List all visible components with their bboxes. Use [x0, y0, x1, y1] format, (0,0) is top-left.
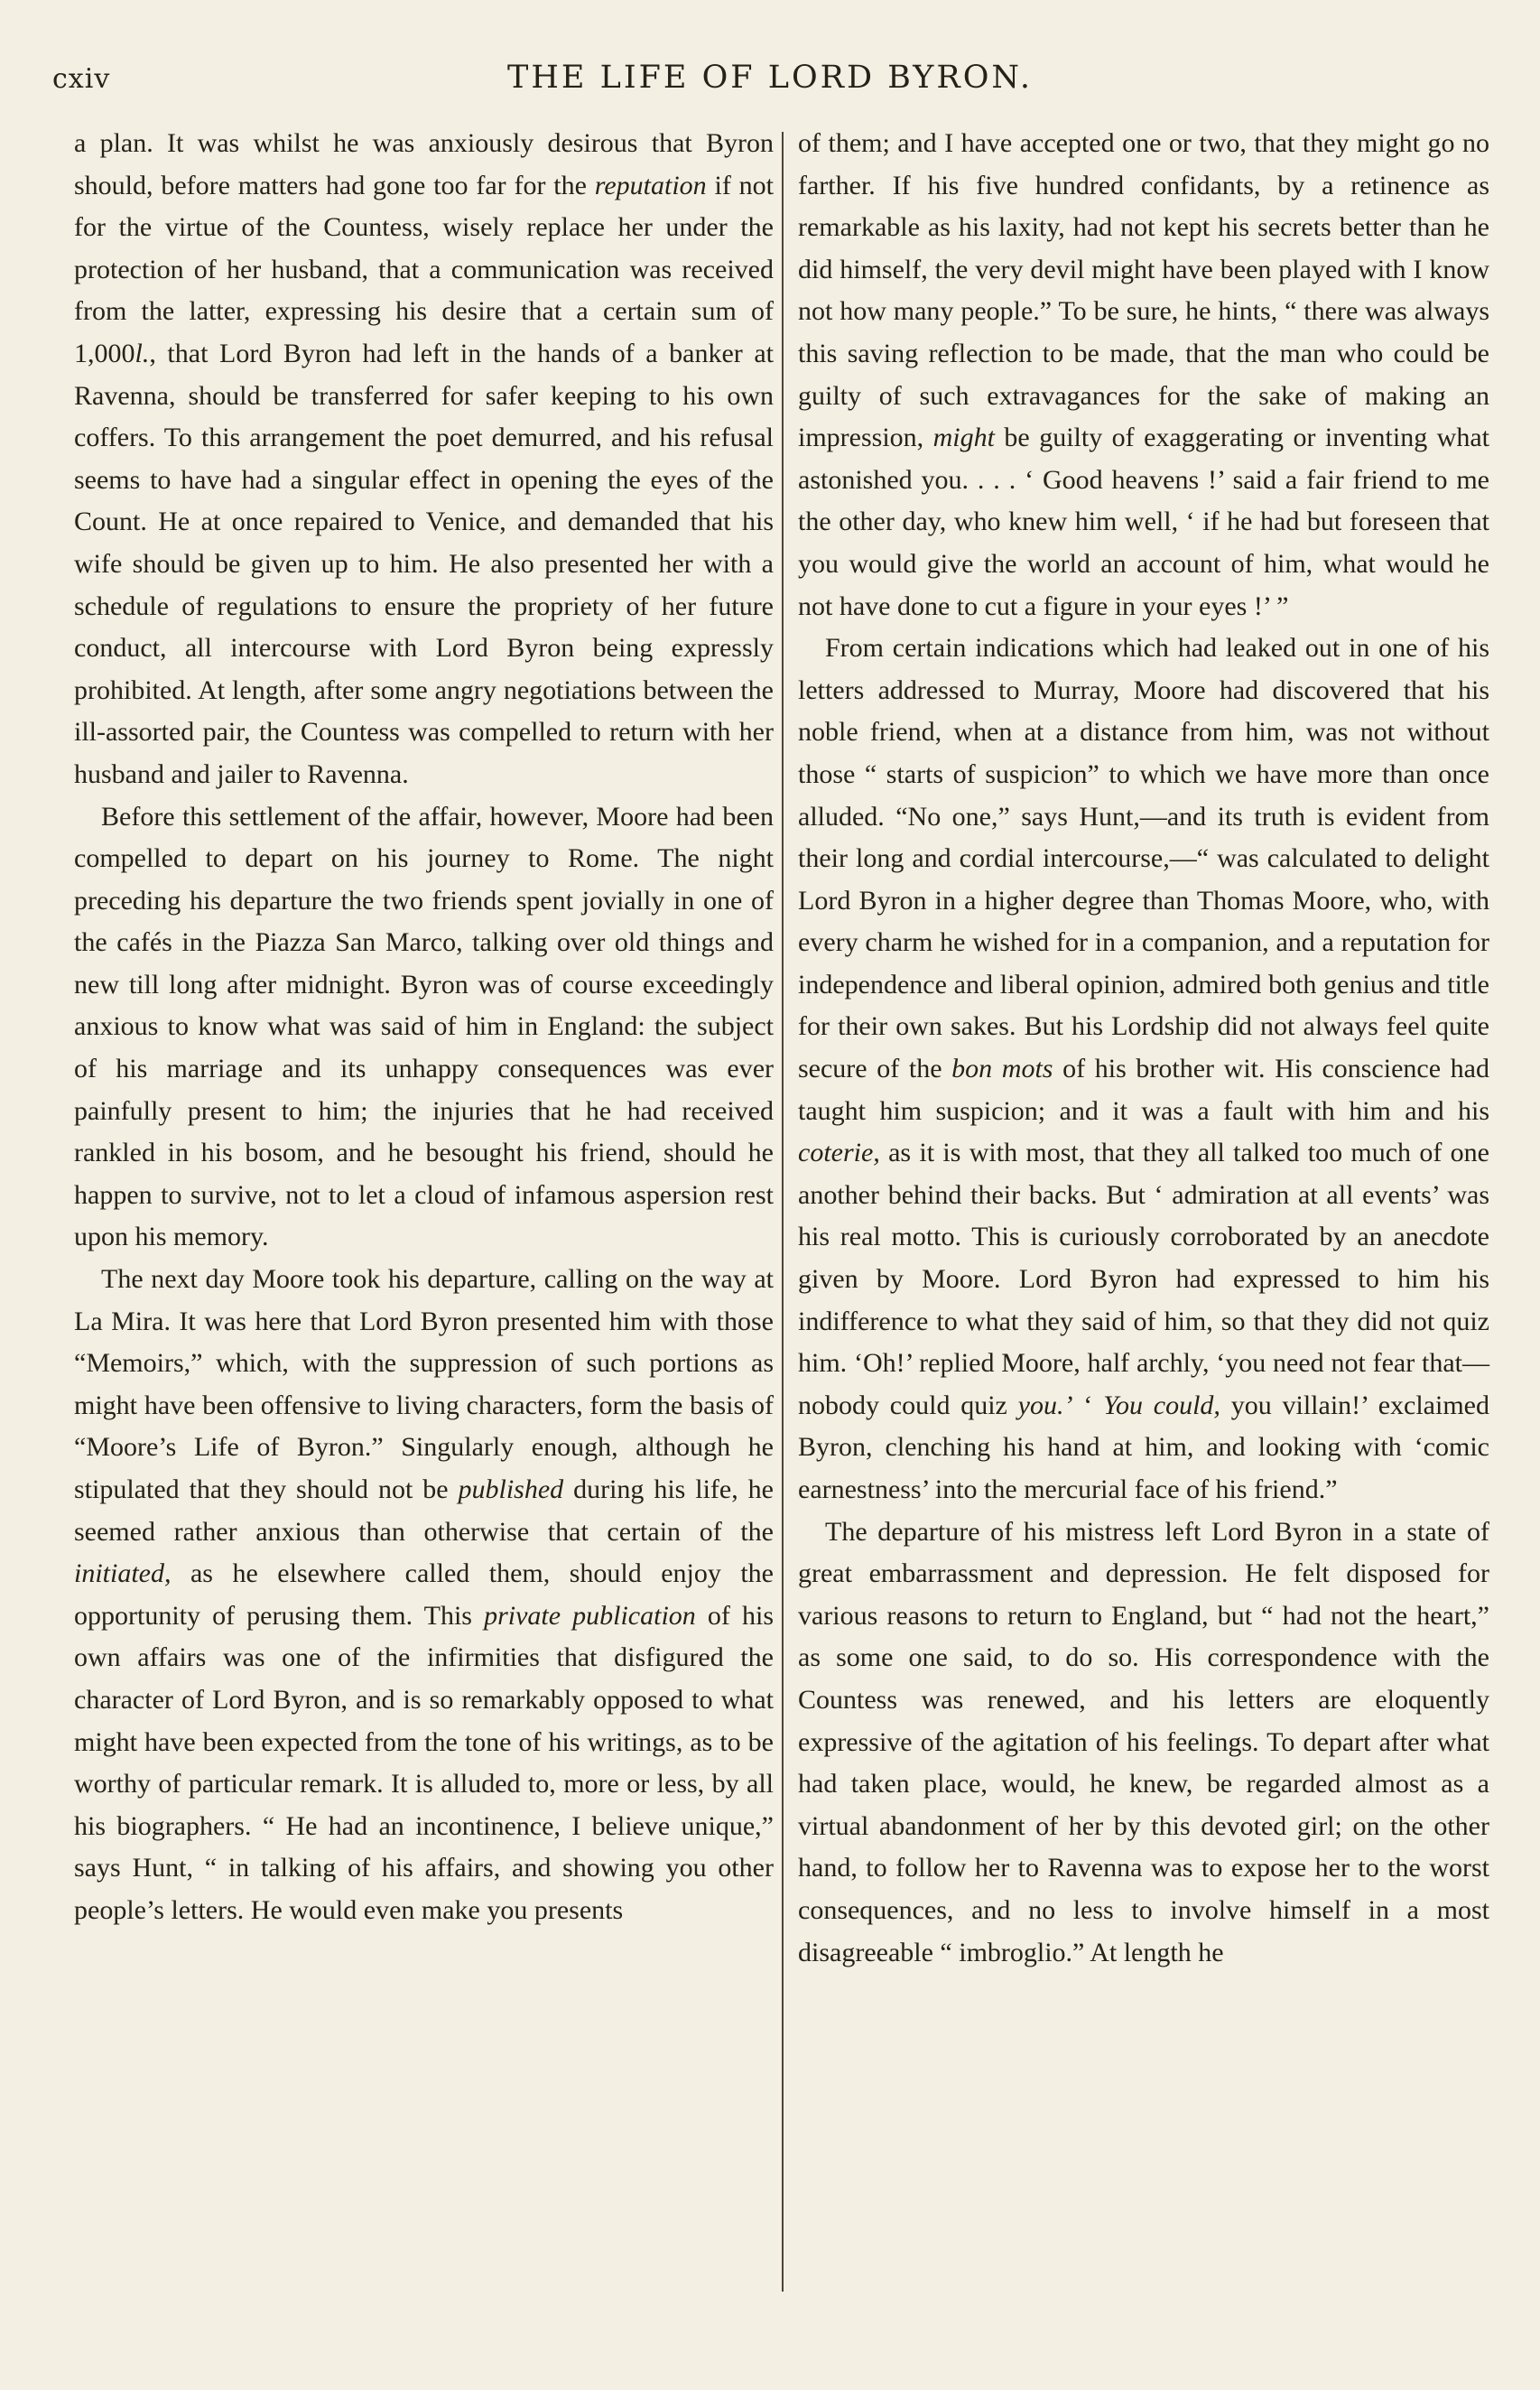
page-number: cxiv: [52, 63, 111, 95]
paragraph-right-1: of them; and I have accepted one or two, that they might go no farther. If his five hundred confidants, by a retinence as remarkable as his laxity, had not kept his secrets better than he did himself, the very devil might have been played with I know not how many people.” To be sure, he hints, “ there was always this saving reflection to be made, that the man who could be guilty of such extravagances for the sake of making an impression, might be guilty of exaggerating or inventing what astonished you. . . . ‘ Good heavens !’ said a fair friend to me the other day, who knew him well, ‘ if he had but foreseen that you would give the world an account of him, what would he not have done to cut a figure in your eyes !’ ”: [798, 128, 1489, 621]
paragraph-left-1: a plan. It was whilst he was anxiously desirous that Byron should, before matters had gone too far for the reputation if not for the virtue of the Countess, wisely replace her under the protection of her husband, that a communication was received from the latter, expressing his desire that a certain sum of 1,000l., that Lord Byron had left in the hands of a banker at Ravenna, should be transferred for safer keeping to his own coffers. To this arrangement the poet demurred, and his refusal seems to have had a singular effect in opening the eyes of the Count. He at once repaired to Venice, and demanded that his wife should be given up to him. He also presented her with a schedule of regulations to ensure the propriety of her future conduct, all intercourse with Lord Byron being expressly prohibited. At length, after some angry negotiations between the ill-assorted pair, the Countess was compelled to return with her husband and jailer to Ravenna.: [74, 128, 774, 789]
paragraph-right-3: The departure of his mistress left Lord Byron in a state of great embarrassment and depression. He felt disposed for various reasons to return to England, but “ had not the heart,” as some one said, to do so. His correspondence with the Countess was renewed, and his letters are eloquently expressive of the agitation of his feelings. To depart after what had taken place, would, he knew, be regarded almost as a virtual abandonment of her by this devoted girl; on the other hand, to follow her to Ravenna was to expose her to the worst consequences, and no less to involve himself in a most disagreeable “ imbroglio.” At length he: [798, 1516, 1489, 1967]
right-column: [798, 123, 1489, 1974]
column-divider: [782, 132, 784, 2292]
left-column: [74, 123, 774, 1932]
paragraph-left-2: Before this settlement of the affair, however, Moore had been compelled to depart on his journey to Rome. The night preceding his departure the two friends spent jovially in one of the cafés in the Piazza San Marco, talking over old things and new till long after midnight. Byron was of course exceedingly anxious to know what was said of him in England: the subject of his marriage and its unhappy consequences was ever painfully present to him; the injuries that he had received rankled in his bosom, and he besought his friend, should he happen to survive, not to let a cloud of infamous aspersion rest upon his memory.: [74, 801, 774, 1252]
paragraph-left-3: The next day Moore took his departure, calling on the way at La Mira. It was here that Lord Byron presented him with those “Memoirs,” which, with the suppression of such portions as might have been offensive to living characters, form the basis of “Moore’s Life of Byron.” Singularly enough, although he stipulated that they should not be published during his life, he seemed rather anxious than otherwise that certain of the initiated, as he elsewhere called them, should enjoy the opportunity of perusing them. This private publication of his own affairs was one of the infirmities that disfigured the character of Lord Byron, and is so remarkably opposed to what might have been expected from the tone of his writings, as to be worthy of particular remark. It is alluded to, more or less, by all his biographers. “ He had an incontinence, I believe unique,” says Hunt, “ in talking of his affairs, and showing you other people’s letters. He would even make you presents: [74, 1264, 774, 1925]
page-header: [52, 60, 1488, 107]
paragraph-right-2: From certain indications which had leaked out in one of his letters addressed to Murray, Moore had discovered that his noble friend, when at a distance from him, was not without those “ starts of suspicion” to which we have more than once alluded. “No one,” says Hunt,—and its truth is evident from their long and cordial intercourse,—“ was calculated to delight Lord Byron in a higher degree than Thomas Moore, who, with every charm he wished for in a companion, and a reputation for independence and liberal opinion, admired both genius and title for their own sakes. But his Lordship did not always feel quite secure of the bon mots of his brother wit. His conscience had taught him suspicion; and it was a fault with him and his coterie, as it is with most, that they all talked too much of one another behind their backs. But ‘ admiration at all events’ was his real motto. This is curiously corroborated by an anecdote given by Moore. Lord Byron had expressed to him his indifference to what they said of him, so that they did not quiz him. ‘Oh!’ replied Moore, half archly, ‘you need not fear that—nobody could quiz you.’ ‘ You could, you villain!’ exclaimed Byron, clenching his hand at him, and looking with ‘comic earnestness’ into the mercurial face of his friend.”: [798, 633, 1489, 1504]
running-title: THE LIFE OF LORD BYRON.: [507, 60, 1033, 96]
